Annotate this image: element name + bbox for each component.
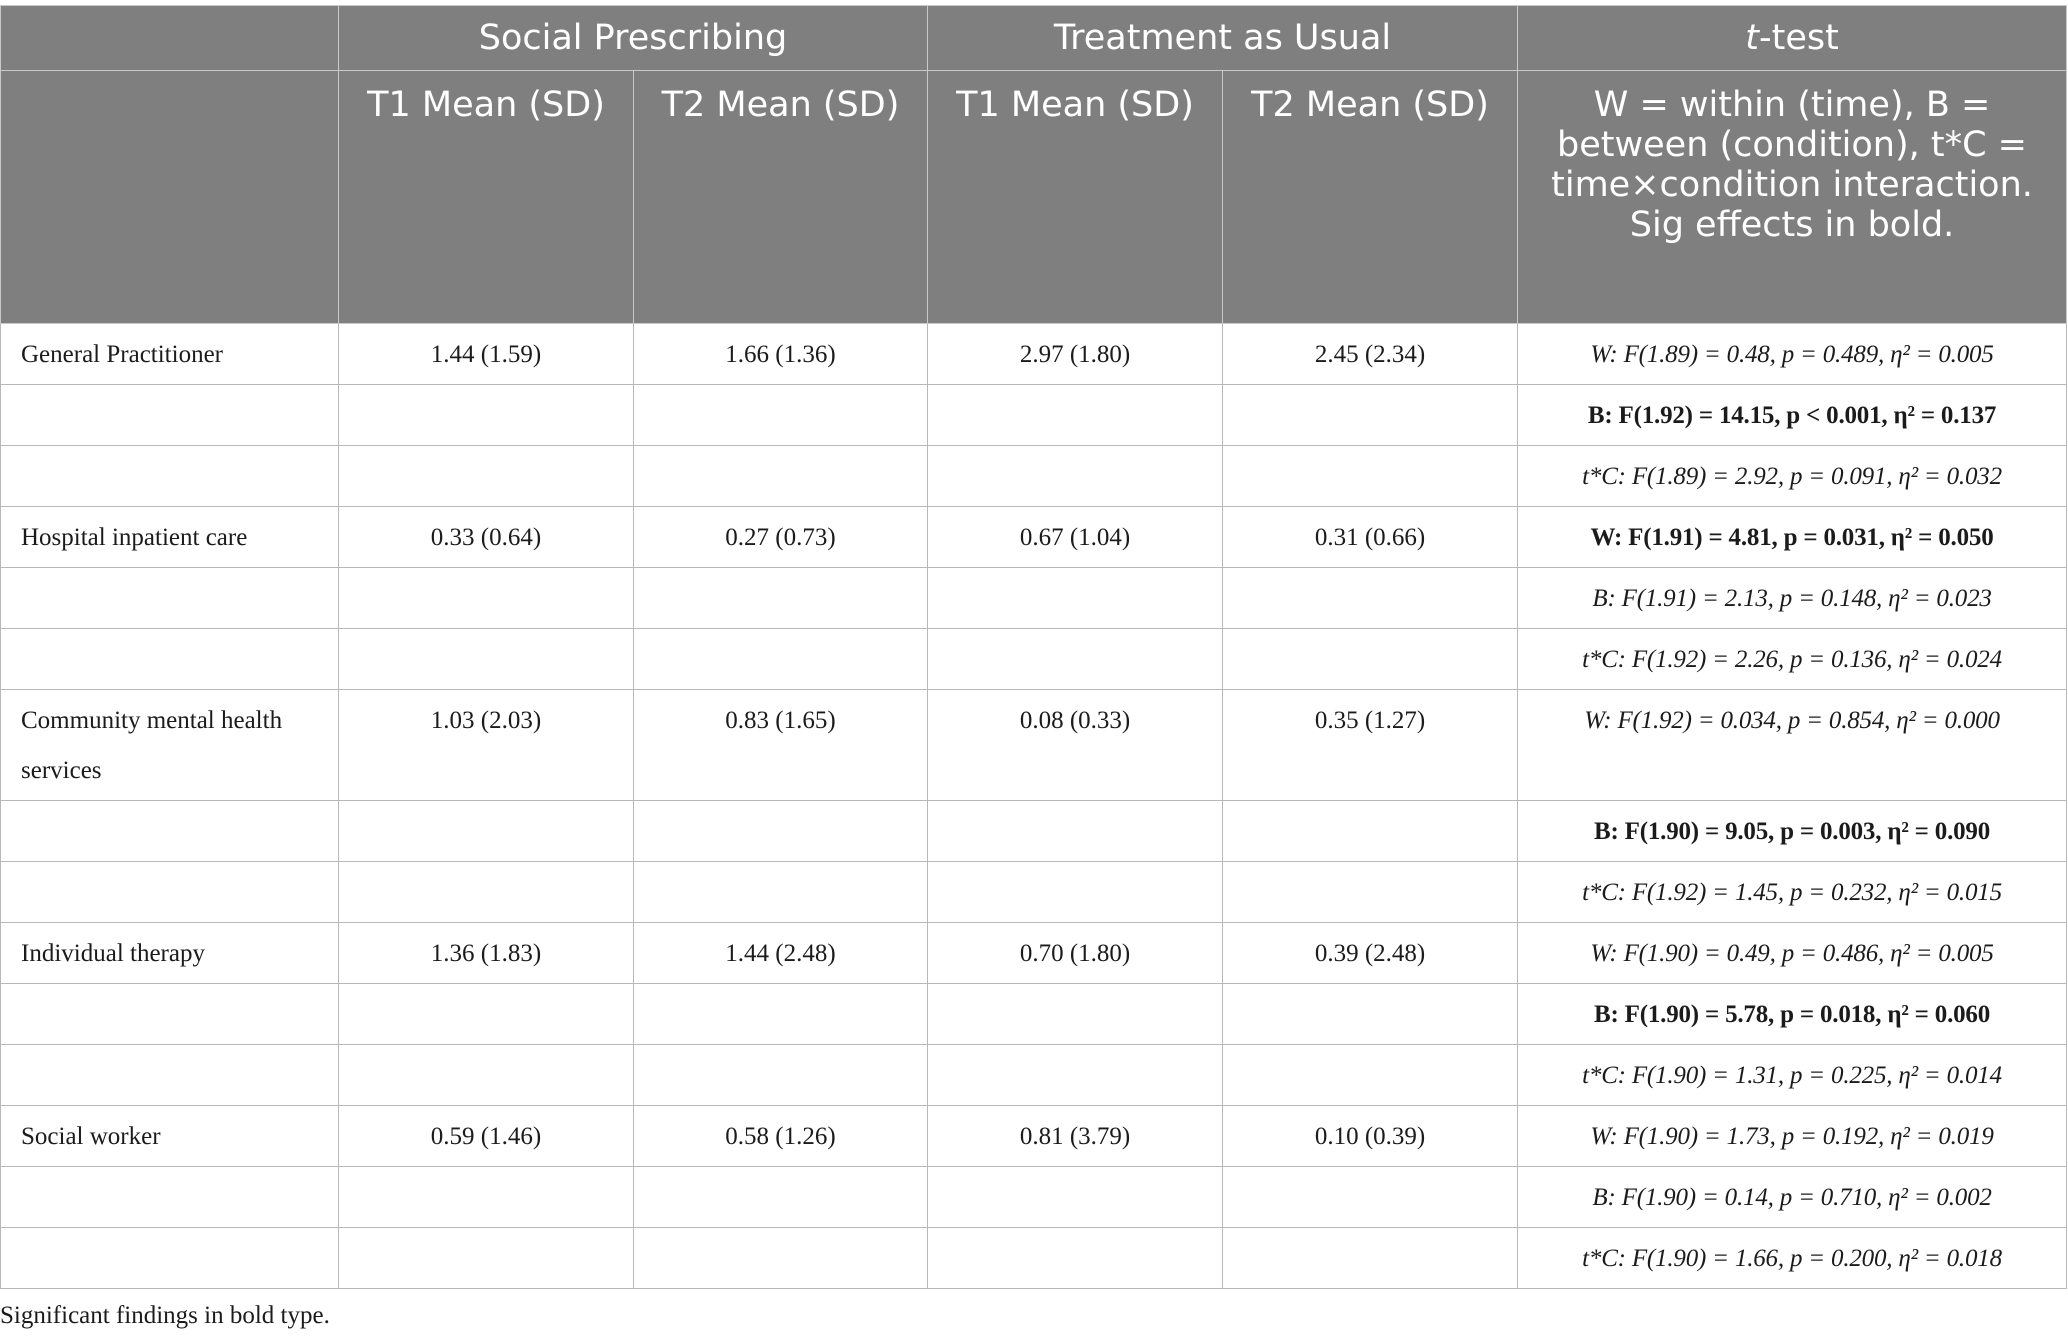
row-label: Hospital inpatient care <box>1 507 339 568</box>
tau-t1-cell: 0.67 (1.04) <box>928 507 1223 568</box>
empty-cell <box>339 1228 634 1289</box>
empty-cell <box>339 446 634 507</box>
table-row <box>1 1106 2067 1167</box>
header-ttest-prefix: t <box>1745 18 1759 58</box>
empty-cell <box>634 1167 928 1228</box>
sp-t1-cell: 1.36 (1.83) <box>339 923 634 984</box>
empty-cell <box>928 1228 1223 1289</box>
empty-cell <box>1223 862 1518 923</box>
interaction-test-cell: t*C: F(1.90) = 1.31, p = 0.225, η² = 0.014 <box>1518 1045 2067 1106</box>
tau-t2-cell: 0.31 (0.66) <box>1223 507 1518 568</box>
empty-cell <box>928 1167 1223 1228</box>
empty-cell <box>634 568 928 629</box>
row-label: General Practitioner <box>1 324 339 385</box>
tau-t2-cell: 0.10 (0.39) <box>1223 1106 1518 1167</box>
tau-t2-cell: 0.39 (2.48) <box>1223 923 1518 984</box>
between-test-cell: B: F(1.91) = 2.13, p = 0.148, η² = 0.023 <box>1518 568 2067 629</box>
empty-cell <box>1 568 339 629</box>
table-row <box>1 385 2067 446</box>
empty-cell <box>1223 1167 1518 1228</box>
header-treatment-as-usual: Treatment as Usual <box>928 6 1518 71</box>
sp-t1-cell: 1.44 (1.59) <box>339 324 634 385</box>
table-row <box>1 568 2067 629</box>
sp-t2-cell: 1.44 (2.48) <box>634 923 928 984</box>
within-test-cell: W: F(1.92) = 0.034, p = 0.854, η² = 0.000 <box>1518 690 2067 801</box>
header-ttest <box>1518 6 2067 71</box>
empty-cell <box>928 385 1223 446</box>
empty-cell <box>928 801 1223 862</box>
within-test-cell: W: F(1.91) = 4.81, p = 0.031, η² = 0.050 <box>1518 507 2067 568</box>
empty-cell <box>339 629 634 690</box>
empty-cell <box>1 862 339 923</box>
tau-t2-cell: 2.45 (2.34) <box>1223 324 1518 385</box>
table-row <box>1 324 2067 385</box>
empty-cell <box>634 446 928 507</box>
interaction-test-cell: t*C: F(1.92) = 2.26, p = 0.136, η² = 0.024 <box>1518 629 2067 690</box>
header-sp-t1: T1 Mean (SD) <box>339 71 634 324</box>
empty-cell <box>928 446 1223 507</box>
table-footnote: Significant findings in bold type. <box>0 1302 330 1329</box>
empty-cell <box>339 801 634 862</box>
empty-cell <box>1 1045 339 1106</box>
empty-cell <box>1223 801 1518 862</box>
empty-cell <box>634 801 928 862</box>
table-row <box>1 507 2067 568</box>
between-test-cell: B: F(1.90) = 5.78, p = 0.018, η² = 0.060 <box>1518 984 2067 1045</box>
empty-cell <box>1223 385 1518 446</box>
results-table <box>0 5 2067 1289</box>
empty-cell <box>339 385 634 446</box>
empty-cell <box>928 568 1223 629</box>
header-corner <box>1 6 339 71</box>
empty-cell <box>1223 1228 1518 1289</box>
row-label: Individual therapy <box>1 923 339 984</box>
within-test-cell: W: F(1.90) = 1.73, p = 0.192, η² = 0.019 <box>1518 1106 2067 1167</box>
header-tau-t2: T2 Mean (SD) <box>1223 71 1518 324</box>
sp-t2-cell: 0.83 (1.65) <box>634 690 928 801</box>
tau-t1-cell: 0.70 (1.80) <box>928 923 1223 984</box>
empty-cell <box>339 1167 634 1228</box>
row-label: Social worker <box>1 1106 339 1167</box>
header-sub-row <box>1 71 2067 324</box>
tau-t1-cell: 0.08 (0.33) <box>928 690 1223 801</box>
empty-cell <box>1223 446 1518 507</box>
row-label: Community mental health services <box>1 690 339 801</box>
tau-t1-cell: 0.81 (3.79) <box>928 1106 1223 1167</box>
header-sub-corner <box>1 71 339 324</box>
results-table-container <box>0 5 2068 1289</box>
table-row <box>1 1228 2067 1289</box>
empty-cell <box>1 629 339 690</box>
table-row <box>1 862 2067 923</box>
empty-cell <box>339 1045 634 1106</box>
empty-cell <box>928 862 1223 923</box>
empty-cell <box>928 629 1223 690</box>
sp-t1-cell: 0.59 (1.46) <box>339 1106 634 1167</box>
empty-cell <box>1 385 339 446</box>
interaction-test-cell: t*C: F(1.89) = 2.92, p = 0.091, η² = 0.032 <box>1518 446 2067 507</box>
header-tau-t1: T1 Mean (SD) <box>928 71 1223 324</box>
sp-t2-cell: 0.58 (1.26) <box>634 1106 928 1167</box>
within-test-cell: W: F(1.90) = 0.49, p = 0.486, η² = 0.005 <box>1518 923 2067 984</box>
empty-cell <box>339 984 634 1045</box>
empty-cell <box>634 984 928 1045</box>
empty-cell <box>1 801 339 862</box>
table-row <box>1 801 2067 862</box>
empty-cell <box>634 862 928 923</box>
between-test-cell: B: F(1.90) = 9.05, p = 0.003, η² = 0.090 <box>1518 801 2067 862</box>
table-row <box>1 1045 2067 1106</box>
empty-cell <box>1223 629 1518 690</box>
header-sp-t2: T2 Mean (SD) <box>634 71 928 324</box>
empty-cell <box>1 1167 339 1228</box>
empty-cell <box>1 1228 339 1289</box>
sp-t2-cell: 1.66 (1.36) <box>634 324 928 385</box>
table-row <box>1 984 2067 1045</box>
tau-t2-cell: 0.35 (1.27) <box>1223 690 1518 801</box>
header-social-prescribing: Social Prescribing <box>339 6 928 71</box>
between-test-cell: B: F(1.90) = 0.14, p = 0.710, η² = 0.002 <box>1518 1167 2067 1228</box>
empty-cell <box>928 984 1223 1045</box>
between-test-cell: B: F(1.92) = 14.15, p < 0.001, η² = 0.137 <box>1518 385 2067 446</box>
header-ttest-note: W = within (time), B = between (condition), t*C = time×condition interaction. Sig effects in bold. <box>1518 71 2067 324</box>
sp-t2-cell: 0.27 (0.73) <box>634 507 928 568</box>
table-row <box>1 1167 2067 1228</box>
tau-t1-cell: 2.97 (1.80) <box>928 324 1223 385</box>
empty-cell <box>339 862 634 923</box>
empty-cell <box>634 1045 928 1106</box>
empty-cell <box>1223 984 1518 1045</box>
empty-cell <box>1 984 339 1045</box>
empty-cell <box>928 1045 1223 1106</box>
interaction-test-cell: t*C: F(1.90) = 1.66, p = 0.200, η² = 0.018 <box>1518 1228 2067 1289</box>
table-row <box>1 629 2067 690</box>
header-ttest-suffix: -test <box>1758 18 1839 58</box>
empty-cell <box>634 385 928 446</box>
sp-t1-cell: 0.33 (0.64) <box>339 507 634 568</box>
within-test-cell: W: F(1.89) = 0.48, p = 0.489, η² = 0.005 <box>1518 324 2067 385</box>
sp-t1-cell: 1.03 (2.03) <box>339 690 634 801</box>
table-row <box>1 446 2067 507</box>
header-group-row <box>1 6 2067 71</box>
empty-cell <box>1223 568 1518 629</box>
empty-cell <box>339 568 634 629</box>
empty-cell <box>1223 1045 1518 1106</box>
empty-cell <box>1 446 339 507</box>
table-row <box>1 690 2067 801</box>
empty-cell <box>634 1228 928 1289</box>
table-row <box>1 923 2067 984</box>
interaction-test-cell: t*C: F(1.92) = 1.45, p = 0.232, η² = 0.015 <box>1518 862 2067 923</box>
empty-cell <box>634 629 928 690</box>
